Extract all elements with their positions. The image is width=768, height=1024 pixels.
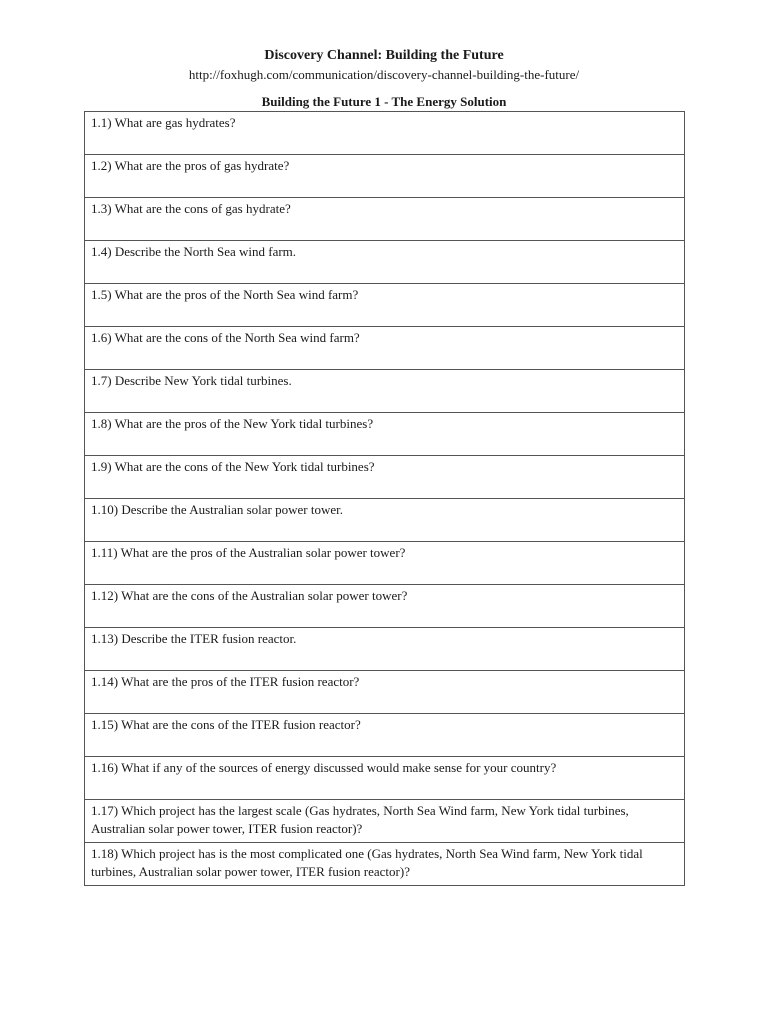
table-row [85, 370, 685, 413]
question-cell[interactable]: 1.4) Describe the North Sea wind farm. [85, 241, 685, 284]
table-row [85, 800, 685, 843]
question-cell[interactable]: 1.1) What are gas hydrates? [85, 112, 685, 155]
question-cell[interactable]: 1.12) What are the cons of the Australian solar power tower? [85, 585, 685, 628]
question-cell[interactable]: 1.7) Describe New York tidal turbines. [85, 370, 685, 413]
table-row [85, 155, 685, 198]
question-cell[interactable]: 1.3) What are the cons of gas hydrate? [85, 198, 685, 241]
table-row [85, 757, 685, 800]
document-title: Discovery Channel: Building the Future [264, 48, 504, 63]
table-row [85, 542, 685, 585]
question-cell[interactable]: 1.9) What are the cons of the New York tidal turbines? [85, 456, 685, 499]
question-cell[interactable]: 1.17) Which project has the largest scale (Gas hydrates, North Sea Wind farm, New York tidal turbines, Australian solar power tower, ITER fusion reactor)? [85, 800, 685, 843]
question-cell[interactable]: 1.16) What if any of the sources of energy discussed would make sense for your country? [85, 757, 685, 800]
question-cell[interactable]: 1.13) Describe the ITER fusion reactor. [85, 628, 685, 671]
table-row [85, 198, 685, 241]
table-row [85, 284, 685, 327]
question-cell[interactable]: 1.11) What are the pros of the Australian solar power tower? [85, 542, 685, 585]
table-row [85, 671, 685, 714]
table-row [85, 456, 685, 499]
question-cell[interactable]: 1.8) What are the pros of the New York tidal turbines? [85, 413, 685, 456]
table-row [85, 327, 685, 370]
table-row [85, 413, 685, 456]
section-title: Building the Future 1 - The Energy Solution [261, 94, 507, 109]
table-row [85, 112, 685, 155]
question-cell[interactable]: 1.5) What are the pros of the North Sea wind farm? [85, 284, 685, 327]
question-cell[interactable]: 1.14) What are the pros of the ITER fusion reactor? [85, 671, 685, 714]
question-cell[interactable]: 1.10) Describe the Australian solar power tower. [85, 499, 685, 542]
question-cell[interactable]: 1.2) What are the pros of gas hydrate? [85, 155, 685, 198]
table-row [85, 241, 685, 284]
source-url: http://foxhugh.com/communication/discovery-channel-building-the-future/ [188, 67, 580, 82]
table-row [85, 843, 685, 886]
question-cell[interactable]: 1.18) Which project has is the most complicated one (Gas hydrates, North Sea Wind farm, New York tidal turbines, Australian solar power tower, ITER fusion reactor)? [85, 843, 685, 886]
table-row [85, 628, 685, 671]
question-table [84, 111, 685, 886]
question-cell[interactable]: 1.6) What are the cons of the North Sea wind farm? [85, 327, 685, 370]
table-row [85, 499, 685, 542]
table-row [85, 714, 685, 757]
question-cell[interactable]: 1.15) What are the cons of the ITER fusion reactor? [85, 714, 685, 757]
table-row [85, 585, 685, 628]
